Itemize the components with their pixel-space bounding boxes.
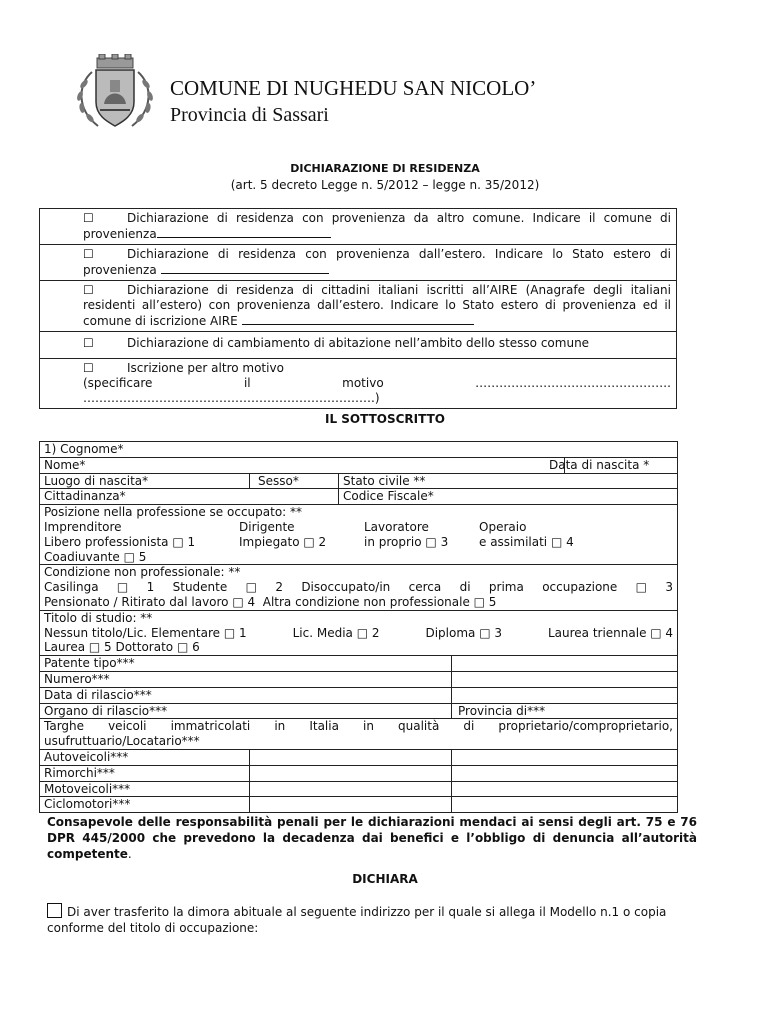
form-subtitle: (art. 5 decreto Legge n. 5/2012 – legge n. 35/2012)	[230, 178, 540, 192]
field-posizione-professione[interactable]: Posizione nella professione se occupato: ** Imprenditore Libero professionista □ 1 Dirigente Impiegato □ 2 Lavoratore in proprio □ 3 Operaio e assimilati □ 4 Coadiuvante □ 5	[40, 505, 678, 565]
comune-name: COMUNE DI NUGHEDU SAN NICOLO’	[170, 76, 537, 100]
letterhead	[70, 54, 730, 134]
option-altro-comune: ☐ Dichiarazione di residenza con provenienza da altro comune. Indicare il comune di provenienza	[40, 209, 677, 245]
field-stato-civile[interactable]: Stato civile **	[339, 473, 678, 489]
fill-line[interactable]	[161, 262, 329, 274]
provincia-name: Provincia di Sassari	[170, 104, 329, 126]
declaration-type-options	[39, 208, 677, 409]
checkbox-icon[interactable]: ☐	[83, 283, 94, 297]
checkbox-icon[interactable]: ☐	[83, 336, 94, 350]
option-trasferito-dimora: Di aver trasferito la dimora abituale al seguente indirizzo per il quale si allega il Modello n.1 o copia conforme del titolo di occupazione:	[47, 905, 667, 935]
field-sesso[interactable]: Sesso*	[250, 473, 339, 489]
section-sottoscritto: IL SOTTOSCRITTO	[325, 412, 445, 426]
option-aire: ☐ Dichiarazione di residenza di cittadini italiani iscritti all’AIRE (Anagrafe degli italiani residenti all’estero) con provenienza dall’estero. Indicare lo Stato estero di provenienza ed il comune di iscrizione AIRE	[40, 281, 677, 332]
checkbox-icon[interactable]: ☐	[83, 361, 94, 375]
section-dichiara: DICHIARA	[352, 872, 418, 886]
field-titolo-studio[interactable]: Titolo di studio: ** Nessun titolo/Lic. Elementare □ 1 Lic. Media □ 2 Diploma □ 3 Laurea triennale □ 4 Laurea □ 5 Dottorato □ 6	[40, 610, 678, 655]
fill-line[interactable]	[157, 226, 331, 238]
field-data-rilascio[interactable]: Data di rilascio***	[40, 687, 452, 703]
checkbox-icon[interactable]	[47, 903, 62, 918]
field-organo-rilascio[interactable]: Organo di rilascio***	[40, 703, 452, 719]
field-luogo-nascita[interactable]: Luogo di nascita*	[40, 473, 250, 489]
fill-line[interactable]	[242, 313, 474, 325]
field-ciclomotori[interactable]: Ciclomotori***	[40, 797, 250, 813]
field-cittadinanza[interactable]: Cittadinanza*	[40, 489, 339, 505]
field-rimorchi[interactable]: Rimorchi***	[40, 765, 250, 781]
field-provincia-rilascio[interactable]: Provincia di***	[452, 703, 678, 719]
responsibility-statement: Consapevole delle responsabilità penali per le dichiarazioni mendaci ai sensi degli art. 75 e 76 DPR 445/2000 che prevedono la decadenza dai benefici e l’obbligo di denuncia all’autorità competente.	[47, 815, 697, 861]
field-data-nascita[interactable]: Data di nascita *	[565, 457, 678, 473]
field-targhe-veicoli: Targhe veicoli immatricolati in Italia in qualità di proprietario/comproprietario, usufruttuario/Locatario***	[40, 719, 678, 750]
field-condizione-non-professionale[interactable]: Condizione non professionale: ** Casilinga □ 1 Studente □ 2 Disoccupato/in cerca di prima occupazione □ 3 Pensionato / Ritirato dal lavoro □ 4 Altra condizione non professionale □ 5	[40, 565, 678, 610]
field-patente-tipo[interactable]: Patente tipo***	[40, 656, 452, 672]
municipal-crest-icon	[70, 54, 160, 134]
form-title: DICHIARAZIONE DI RESIDENZA	[290, 162, 480, 175]
option-cambio-abitazione: ☐ Dichiarazione di cambiamento di abitazione nell’ambito dello stesso comune	[40, 332, 677, 359]
option-altro-motivo: ☐ Iscrizione per altro motivo (specificare il motivo …………………………………………. ……………………………………………………………….)	[40, 359, 677, 409]
field-autoveicoli[interactable]: Autoveicoli***	[40, 749, 250, 765]
field-cognome[interactable]: 1) Cognome*	[40, 442, 678, 458]
field-nome[interactable]: Nome*	[40, 457, 565, 473]
field-motoveicoli[interactable]: Motoveicoli***	[40, 781, 250, 797]
option-estero: ☐ Dichiarazione di residenza con provenienza dall’estero. Indicare lo Stato estero di provenienza	[40, 245, 677, 281]
checkbox-icon[interactable]: ☐	[83, 211, 94, 225]
checkbox-icon[interactable]: ☐	[83, 247, 94, 261]
field-numero[interactable]: Numero***	[40, 671, 452, 687]
field-codice-fiscale[interactable]: Codice Fiscale*	[339, 489, 678, 505]
personal-data-grid	[39, 441, 678, 813]
